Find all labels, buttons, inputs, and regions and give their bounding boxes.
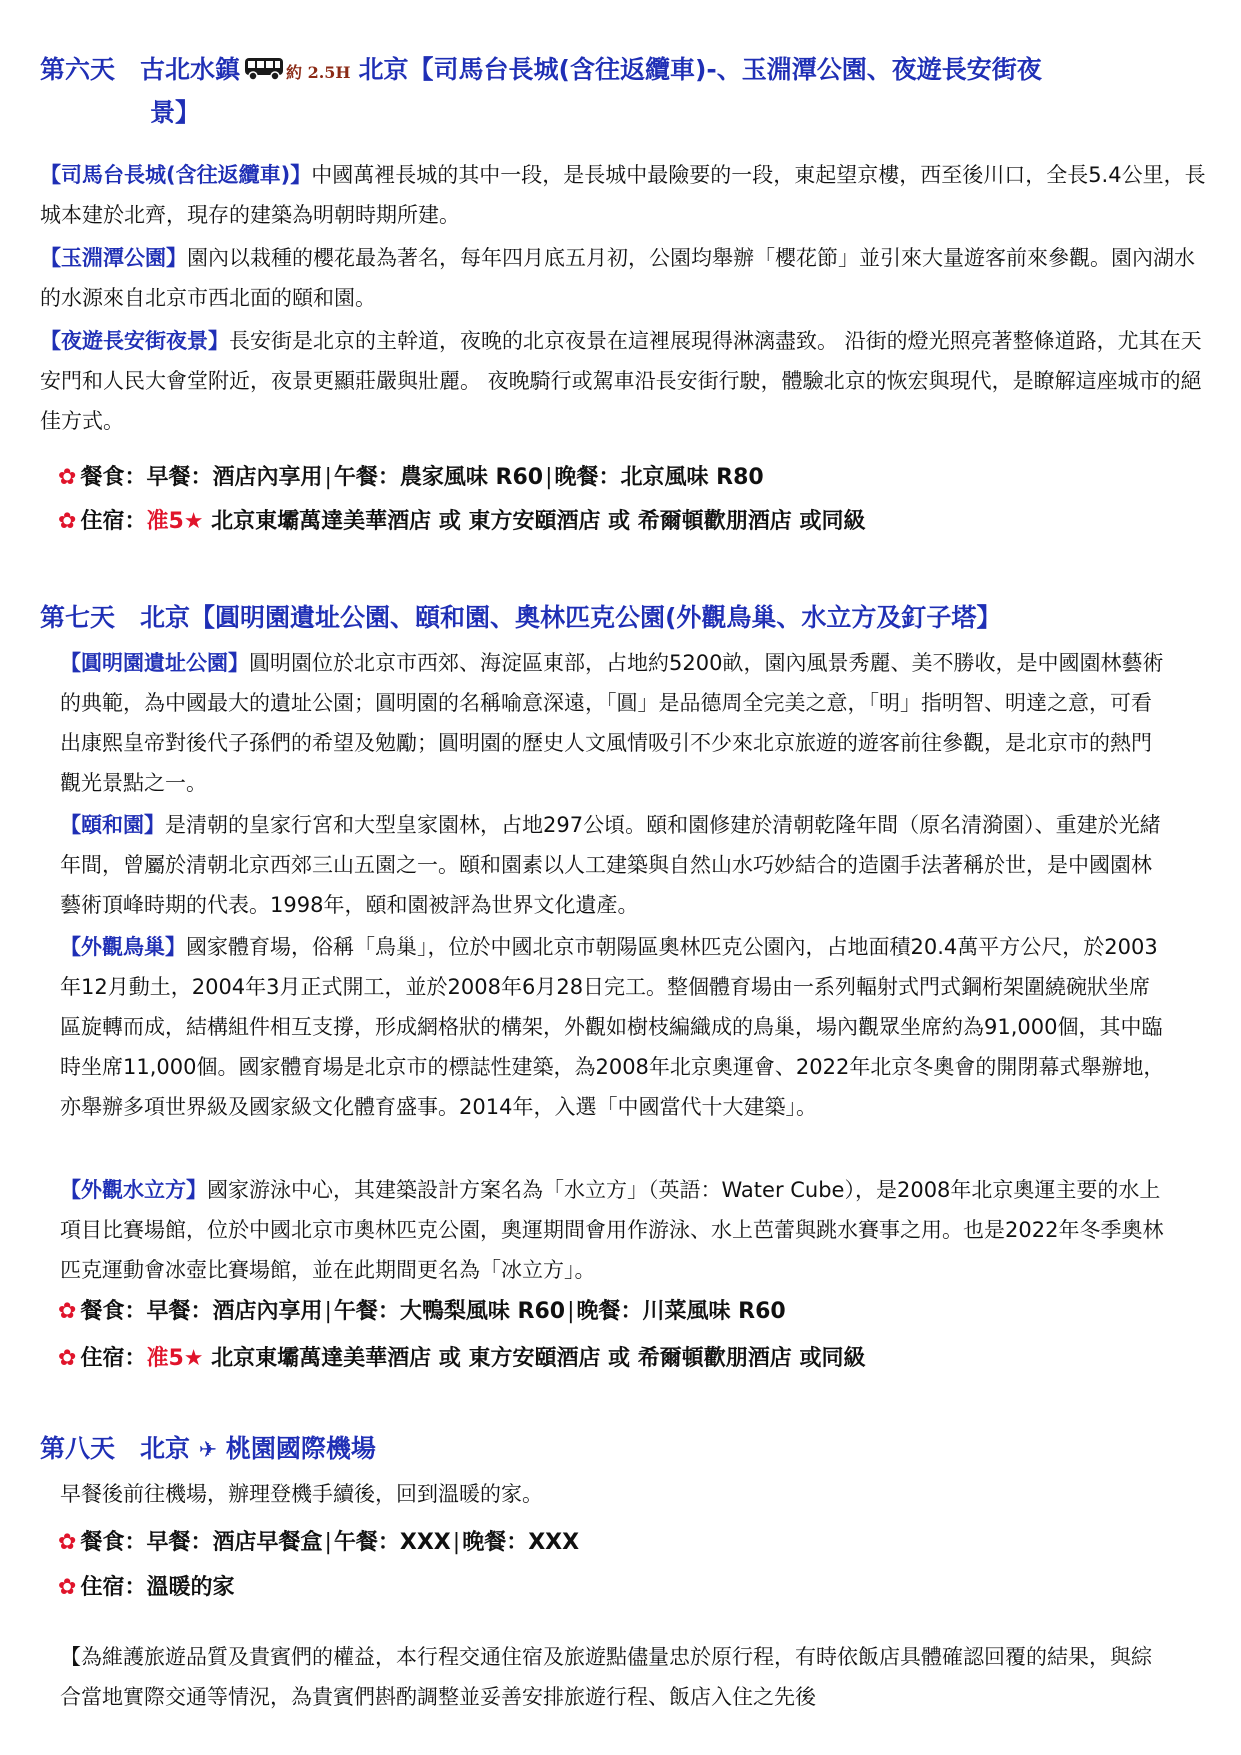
attraction-title: 【頤和園】 — [60, 813, 165, 837]
attraction-title: 【外觀鳥巢】 — [60, 935, 186, 959]
airplane-icon: ✈ — [198, 1438, 218, 1463]
flower-icon: ✿ — [58, 1299, 77, 1324]
attraction-title: 【圓明園遺址公園】 — [60, 651, 249, 675]
day8-meals: ✿ 餐食：早餐：酒店早餐盒|午餐：XXX|晚餐：XXX — [58, 1530, 580, 1555]
flower-icon: ✿ — [58, 1575, 77, 1600]
day6-heading — [40, 50, 1042, 133]
travel-duration: 約 2.5H — [286, 63, 351, 82]
day6-heading-continued: 景】 — [150, 98, 201, 127]
day7-heading: 第七天 北京【圓明園遺址公園、頤和園、奧林匹克公園(外觀鳥巢、水立方及釘子塔】 — [40, 603, 1002, 632]
attraction-title: 【司馬台長城(含往返纜車)】 — [40, 163, 312, 187]
flower-icon: ✿ — [58, 465, 77, 490]
day6-simatai-paragraph — [40, 155, 1210, 235]
day8-heading: 第八天 北京 ✈ 桃園國際機場 — [40, 1434, 376, 1463]
attraction-description: 中國萬裡長城的其中一段，是長城中最險要的一段，東起望京樓，西至後川口，全長5.4公里，長城本建於北齊，現存的建築為明朝時期所建。 — [40, 163, 1206, 227]
day6-yuyuantan-paragraph — [40, 238, 1210, 318]
day7-water-cube-paragraph — [60, 1170, 1170, 1290]
hotel-grade: 准5★ — [146, 1346, 204, 1371]
day7-birds-nest-paragraph — [60, 927, 1170, 1127]
hotel-options: 北京東壩萬達美華酒店 或 東方安頤酒店 或 希爾頓歡朋酒店 或同級 — [211, 1346, 866, 1371]
flower-icon: ✿ — [58, 1346, 77, 1371]
day6-heading-start: 第六天 古北水鎮 — [40, 55, 241, 84]
attraction-description: 國家游泳中心，其建築設計方案名為「水立方」（英語：Water Cube），是2008年北京奧運主要的水上項目比賽場館，位於中國北京市奧林匹克公園，奧運期間會用作游泳、水上芭蕾與跳水賽事之用。也是2022年冬季奧林匹克運動會冰壺比賽場館，並在此期間更名為「冰立方」。 — [60, 1178, 1164, 1282]
day8-paragraph: 早餐後前往機場，辦理登機手續後，回到溫暖的家。 — [60, 1482, 543, 1506]
day7-meals: ✿ 餐食：早餐：酒店內享用|午餐：大鴨梨風味 R60|晚餐：川菜風味 R60 — [58, 1299, 786, 1324]
day7-yuanmingyuan-paragraph — [60, 643, 1170, 803]
day8-hotel: ✿ 住宿：溫暖的家 — [58, 1575, 235, 1600]
bus-icon — [244, 57, 284, 81]
attraction-title: 【外觀水立方】 — [60, 1178, 207, 1202]
day6-meals: ✿ 餐食：早餐：酒店內享用|午餐：農家風味 R60|晚餐：北京風味 R80 — [58, 465, 764, 490]
attraction-description: 長安街是北京的主幹道，夜晚的北京夜景在這裡展現得淋漓盡致。 沿街的燈光照亮著整條道路，尤其在天安門和人民大會堂附近，夜景更顯莊嚴與壯麗。 夜晚騎行或駕車沿長安街行駛，體驗北京的恢宏與現代，是瞭解這座城市的絕佳方式。 — [40, 329, 1202, 433]
attraction-description: 園內以栽種的櫻花最為著名，每年四月底五月初，公園均舉辦「櫻花節」並引來大量遊客前來參觀。園內湖水的水源來自北京市西北面的頤和園。 — [40, 246, 1195, 310]
flower-icon: ✿ — [58, 1530, 77, 1555]
notice-paragraph: 【為維護旅遊品質及貴賓們的權益，本行程交通住宿及旅遊點儘量忠於原行程，有時依飯店具體確認回覆的結果，與綜合當地實際交通等情況，為貴賓們斟酌調整並妥善安排旅遊行程、飯店入住之先後 — [60, 1645, 1152, 1709]
attraction-description: 圓明園位於北京市西郊、海淀區東部，占地約5200畝，園內風景秀麗、美不勝收，是中國園林藝術的典範，為中國最大的遺址公園；圓明園的名稱喻意深遠，「圓」是品德周全完美之意，「明」指明智、明達之意，可看出康熙皇帝對後代子孫們的希望及勉勵；圓明園的歷史人文風情吸引不少來北京旅遊的遊客前往參觀，是北京市的熱門觀光景點之一。 — [60, 651, 1164, 795]
day6-changan-paragraph — [40, 321, 1210, 441]
day7-yiheyuan-paragraph — [60, 805, 1170, 925]
day7-hotel: ✿ 住宿：准5★ 北京東壩萬達美華酒店 或 東方安頤酒店 或 希爾頓歡朋酒店 或同級 — [58, 1346, 866, 1371]
day6-heading-end: 北京【司馬台長城(含往返纜車)-、玉淵潭公園、夜遊長安街夜 — [358, 55, 1042, 84]
day6-hotel: ✿ 住宿：准5★ 北京東壩萬達美華酒店 或 東方安頤酒店 或 希爾頓歡朋酒店 或同級 — [58, 509, 866, 534]
attraction-description: 是清朝的皇家行宮和大型皇家園林，占地297公頃。頤和園修建於清朝乾隆年間（原名清漪園）、重建於光緒年間，曾屬於清朝北京西郊三山五園之一。頤和園素以人工建築與自然山水巧妙結合的造園手法著稱於世，是中國園林藝術頂峰時期的代表。1998年，頤和園被評為世界文化遺產。 — [60, 813, 1161, 917]
attraction-title: 【玉淵潭公園】 — [40, 246, 187, 270]
attraction-title: 【夜遊長安街夜景】 — [40, 329, 229, 353]
flower-icon: ✿ — [58, 509, 77, 534]
hotel-options: 北京東壩萬達美華酒店 或 東方安頤酒店 或 希爾頓歡朋酒店 或同級 — [211, 509, 866, 534]
hotel-grade: 准5★ — [146, 509, 204, 534]
attraction-description: 國家體育場，俗稱「鳥巢」，位於中國北京市朝陽區奧林匹克公園內，占地面積20.4萬平方公尺，於2003年12月動土，2004年3月正式開工，並於2008年6月28日完工。整個體育場由一系列輻射式門式鋼桁架圍繞碗狀坐席區旋轉而成，結構組件相互支撐，形成網格狀的構架，外觀如樹枝編織成的鳥巢，場內觀眾坐席約為91,000個，其中臨時坐席11,000個。國家體育場是北京市的標誌性建築，為2008年北京奧運會、2022年北京冬奧會的開閉幕式舉辦地，亦舉辦多項世界級及國家級文化體育盛事。2014年，入選「中國當代十大建築」。 — [60, 935, 1165, 1119]
